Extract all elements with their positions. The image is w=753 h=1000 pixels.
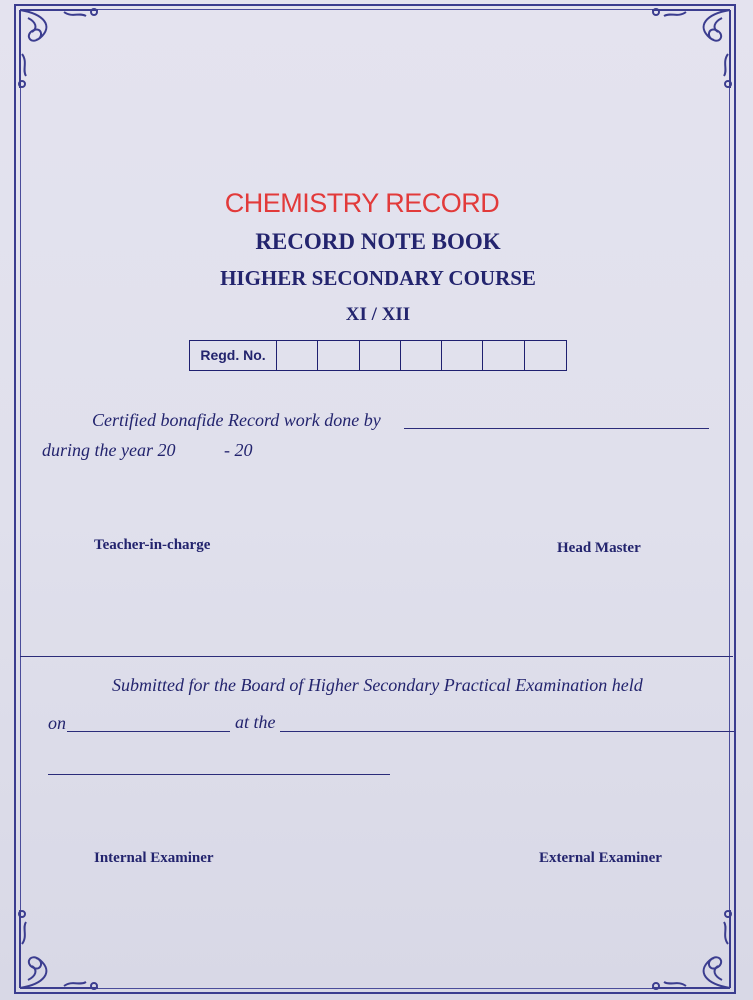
regd-no-label: Regd. No. <box>190 341 277 370</box>
subject-title: CHEMISTRY RECORD <box>224 188 500 218</box>
year-prefix-text: during the year 20 <box>42 440 176 460</box>
teacher-in-charge-label: Teacher-in-charge <box>94 537 211 553</box>
certificate-text: Certified bonafide Record work done by <box>92 410 381 430</box>
year-separator-text: - 20 <box>224 440 253 460</box>
course-title: HIGHER SECONDARY COURSE <box>220 266 536 290</box>
corner-ornament-icon <box>14 4 104 94</box>
internal-examiner-label: Internal Examiner <box>94 850 214 866</box>
regd-no-box[interactable] <box>277 341 318 370</box>
section-divider <box>20 656 733 657</box>
regd-no-box[interactable] <box>442 341 483 370</box>
exam-venue-line[interactable] <box>280 731 734 732</box>
regd-no-box[interactable] <box>318 341 359 370</box>
class-label: XI / XII <box>345 304 411 325</box>
regd-no-grid <box>189 340 567 371</box>
regd-no-box[interactable] <box>360 341 401 370</box>
external-examiner-label: External Examiner <box>539 850 662 866</box>
head-master-label: Head Master <box>557 540 641 556</box>
book-title: RECORD NOTE BOOK <box>255 229 501 254</box>
submission-text: Submitted for the Board of Higher Secondary Practical Examination held <box>112 675 643 695</box>
corner-ornament-icon <box>646 904 736 994</box>
at-the-label: at the <box>235 712 276 732</box>
regd-no-box[interactable] <box>401 341 442 370</box>
corner-ornament-icon <box>646 4 736 94</box>
additional-line[interactable] <box>48 774 390 775</box>
corner-ornament-icon <box>14 904 104 994</box>
regd-no-box[interactable] <box>483 341 524 370</box>
regd-no-box[interactable] <box>525 341 566 370</box>
on-label: on <box>48 713 66 733</box>
exam-date-line[interactable] <box>67 731 230 732</box>
student-name-line[interactable] <box>404 428 709 429</box>
inner-border <box>20 9 730 989</box>
